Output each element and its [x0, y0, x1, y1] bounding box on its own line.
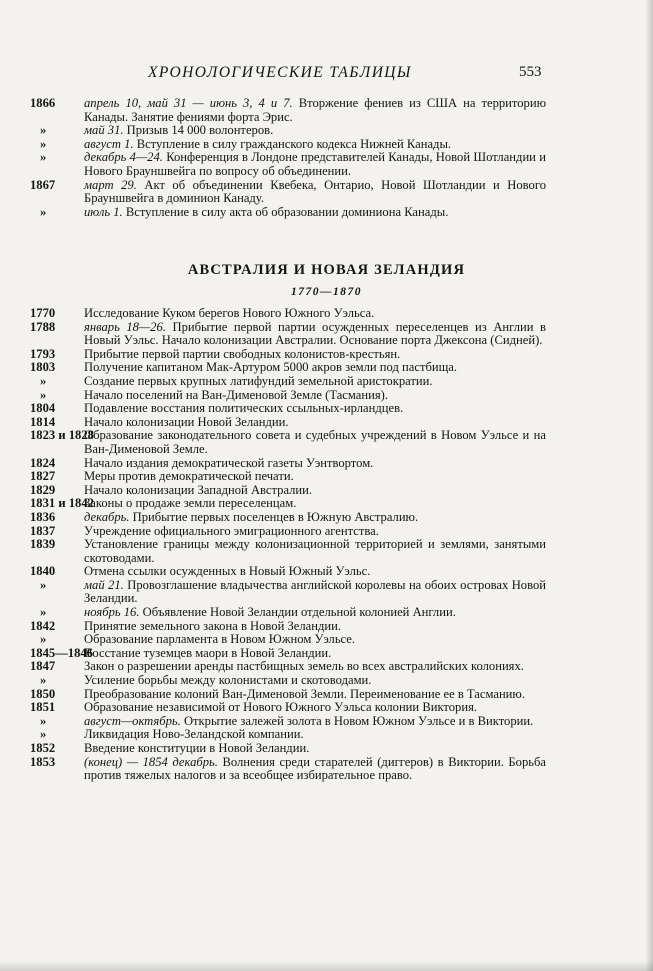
- chronology-entry: [0, 97, 653, 124]
- entry-year: »: [40, 204, 47, 219]
- entry-text: [84, 416, 546, 430]
- chronology-entry: [0, 497, 653, 511]
- chronology-entry: [0, 728, 653, 742]
- entry-text: [84, 124, 546, 138]
- entry-year: 1814: [30, 414, 56, 429]
- entry-year: »: [40, 632, 47, 647]
- australia-chronology-list: [0, 307, 653, 783]
- chronology-entry: [0, 138, 653, 152]
- chronology-entry: [0, 151, 653, 178]
- entry-description: Введение конституции в Новой Зеландии.: [84, 741, 310, 755]
- entry-description: Волнения среди старателей (диггеров) в Виктории. Борьба против тяжелых налогов и за всеобщее избирательное право.: [84, 754, 546, 783]
- entry-description: Подавление восстания политических ссыльных-ирландцев.: [84, 401, 404, 416]
- chronology-entry: [0, 688, 653, 702]
- entry-description: Призыв 14 000 волонтеров.: [123, 123, 274, 138]
- entry-year: »: [40, 727, 47, 742]
- entry-year: »: [40, 673, 47, 688]
- chronology-entry: [0, 179, 653, 206]
- entry-text: [84, 206, 546, 220]
- entry-date: январь 18—26.: [84, 319, 166, 334]
- entry-description: Образование независимой от Нового Южного Уэльса колонии Виктория.: [84, 700, 478, 715]
- canada-chronology-list: [0, 97, 653, 219]
- entry-year: 1829: [30, 482, 56, 497]
- entry-description: Конференция в Лондоне представителей Канады, Новой Шотландии и Нового Брауншвейга по вопросу об объединении.: [84, 150, 546, 178]
- chronology-entry: [0, 620, 653, 634]
- entry-year: 1793: [30, 346, 56, 361]
- entry-date: декабрь 4—24.: [84, 150, 163, 165]
- entry-date: май 21.: [84, 577, 124, 592]
- chronology-entry: [0, 457, 653, 471]
- entry-text: [84, 728, 546, 742]
- chronology-entry: [0, 525, 653, 539]
- entry-date: июль 1.: [84, 204, 123, 219]
- chronology-entry: [0, 511, 653, 525]
- entry-date: декабрь.: [84, 509, 130, 524]
- entry-year: »: [40, 605, 47, 620]
- chronology-entry: [0, 565, 653, 579]
- entry-text: [84, 179, 546, 206]
- entry-description: Усиление борьбы между колонистами и скотоводами.: [84, 673, 372, 688]
- entry-date: ноябрь 16.: [84, 605, 140, 620]
- entry-year: »: [40, 387, 47, 402]
- chronology-entry: [0, 538, 653, 565]
- entry-year: 1803: [30, 360, 56, 375]
- chronology-entry: [0, 307, 653, 321]
- entry-description: Открытие залежей золота в Новом Южном Уэльсе и в Виктории.: [180, 713, 534, 728]
- entry-year: 1839: [30, 537, 56, 552]
- entry-year: 1851: [30, 700, 56, 715]
- entry-text: [84, 525, 546, 539]
- entry-date: апрель 10, май 31 — июнь 3, 4 и 7.: [84, 96, 293, 110]
- entry-year: 1845—1846: [30, 645, 93, 660]
- entry-text: [84, 457, 546, 471]
- entry-description: Получение капитаном Мак-Артуром 5000 акров земли под пастбища.: [84, 360, 458, 375]
- entry-text: [84, 375, 546, 389]
- entry-text: [84, 348, 546, 362]
- entry-text: [84, 97, 546, 124]
- chronology-entry: [0, 647, 653, 661]
- entry-text: [84, 565, 546, 579]
- section-heading: АВСТРАЛИЯ И НОВАЯ ЗЕЛАНДИЯ: [187, 262, 466, 278]
- entry-year: »: [40, 136, 47, 151]
- entry-text: [84, 579, 546, 606]
- entry-text: [84, 742, 546, 756]
- entry-description: Восстание туземцев маори в Новой Зеландии.: [84, 645, 332, 660]
- entry-year: 1788: [30, 319, 56, 334]
- entry-description: Вступление в силу гражданского кодекса Нижней Канады.: [133, 136, 452, 151]
- entry-year: 1837: [30, 523, 56, 538]
- entry-year: 1824: [30, 455, 56, 470]
- chronology-entry: [0, 701, 653, 715]
- entry-date: август—октябрь.: [84, 713, 181, 728]
- chronology-entry: [0, 606, 653, 620]
- chronology-entry: [0, 389, 653, 403]
- entry-text: [84, 470, 546, 484]
- entry-description: Установление границы между колонизационной территорией и землями, занятыми скотоводами.: [84, 537, 546, 565]
- entry-text: [84, 321, 546, 348]
- entry-year: 1831 и 1842: [30, 496, 94, 511]
- entry-description: Закон о разрешении аренды пастбищных земель во всех австралийских колониях.: [84, 659, 524, 674]
- entry-date: август 1.: [84, 136, 134, 151]
- entry-text: [84, 497, 546, 511]
- entry-year: 1804: [30, 401, 56, 416]
- entry-text: [84, 688, 546, 702]
- chronology-entry: [0, 633, 653, 647]
- entry-text: [84, 402, 546, 416]
- entry-text: [84, 647, 546, 661]
- entry-text: [84, 606, 546, 620]
- page-bottom-shadow: [0, 961, 653, 971]
- entry-year: 1866: [30, 96, 56, 110]
- entry-year: 1852: [30, 741, 56, 755]
- page-header: [0, 64, 653, 86]
- entry-description: Принятие земельного закона в Новой Зеландии.: [84, 618, 342, 633]
- page-number: 553: [519, 64, 542, 80]
- entry-description: Ликвидация Ново-Зеландской компании.: [84, 727, 304, 742]
- entry-text: [84, 429, 546, 456]
- entry-description: Прибытие первых поселенцев в Южную Австралию.: [129, 509, 419, 524]
- entry-text: [84, 138, 546, 152]
- chronology-entry: [0, 715, 653, 729]
- entry-year: 1840: [30, 564, 56, 579]
- entry-description: Исследование Куком берегов Нового Южного Уэльса.: [84, 306, 375, 320]
- entry-year: »: [40, 577, 47, 592]
- entry-date: (конец) — 1854 декабрь.: [84, 754, 218, 769]
- entry-text: [84, 660, 546, 674]
- chronology-entry: [0, 206, 653, 220]
- entry-description: Объявление Новой Зеландии отдельной колонией Англии.: [139, 605, 456, 620]
- entry-description: Вторжение фениев из США на территорию Канады. Занятие фениями форта Эрис.: [84, 96, 546, 124]
- chronology-entry: [0, 416, 653, 430]
- entry-description: Образование парламента в Новом Южном Уэльсе.: [84, 632, 356, 647]
- entry-description: Отмена ссылки осужденных в Новый Южный Уэльс.: [84, 564, 371, 579]
- page-edge-shadow: [645, 0, 653, 971]
- entry-text: [84, 307, 546, 321]
- chronology-entry: [0, 361, 653, 375]
- entry-text: [84, 715, 546, 729]
- entry-description: Прибытие первой партии свободных колонистов-крестьян.: [84, 346, 401, 361]
- entry-year: 1842: [30, 618, 56, 633]
- entry-description: Начало колонизации Западной Австралии.: [84, 482, 313, 497]
- entry-year: 1853: [30, 754, 56, 769]
- chronology-entry: [0, 348, 653, 362]
- chronology-entry: [0, 674, 653, 688]
- entry-text: [84, 484, 546, 498]
- entry-text: [84, 756, 546, 783]
- chronology-entry: [0, 756, 653, 783]
- entry-text: [84, 701, 546, 715]
- chronology-entry: [0, 402, 653, 416]
- entry-text: [84, 389, 546, 403]
- entry-text: [84, 511, 546, 525]
- entry-date: март 29.: [84, 177, 137, 192]
- entry-year: 1847: [30, 659, 56, 674]
- chronology-entry: [0, 742, 653, 756]
- chronology-entry: [0, 470, 653, 484]
- entry-description: Вступление в силу акта об образовании доминиона Канады.: [122, 204, 449, 219]
- entry-year: »: [40, 373, 47, 388]
- entry-description: Учреждение официального эмиграционного агентства.: [84, 523, 379, 538]
- entry-date: май 31.: [84, 123, 124, 138]
- chronology-entry: [0, 429, 653, 456]
- entry-year: 1827: [30, 469, 56, 484]
- entry-description: Начало издания демократической газеты Уэнтвортом.: [84, 455, 374, 470]
- chronology-entry: [0, 579, 653, 606]
- entry-description: Создание первых крупных латифундий земельной аристократии.: [84, 373, 433, 388]
- entry-year: 1770: [30, 306, 56, 320]
- entry-description: Начало колонизации Новой Зеландии.: [84, 414, 289, 429]
- entry-description: Образование законодательного совета и судебных учреждений в Новом Уэльсе и на Ван-Дименовой Земле.: [84, 428, 546, 456]
- entry-year: »: [40, 123, 47, 138]
- entry-text: [84, 674, 546, 688]
- chronology-entry: [0, 375, 653, 389]
- entry-year: »: [40, 713, 47, 728]
- entry-text: [84, 361, 546, 375]
- entry-description: Меры против демократической печати.: [84, 469, 294, 484]
- entry-year: 1850: [30, 686, 56, 701]
- chronology-entry: [0, 484, 653, 498]
- running-title: ХРОНОЛОГИЧЕСКИЕ ТАБЛИЦЫ: [148, 64, 412, 81]
- entry-description: Преобразование колоний Ван-Дименовой Земли. Переименование ее в Тасманию.: [84, 686, 525, 701]
- chronology-entry: [0, 124, 653, 138]
- entry-text: [84, 633, 546, 647]
- section-subheading: 1770—1870: [291, 286, 362, 298]
- entry-text: [84, 151, 546, 178]
- entry-year: »: [40, 150, 47, 165]
- entry-year: 1823 и 1828: [30, 428, 94, 443]
- chronology-entry: [0, 321, 653, 348]
- entry-description: Акт об объединении Квебека, Онтарио, Новой Шотландии и Нового Брауншвейга в доминион Канаду.: [84, 177, 546, 206]
- entry-text: [84, 620, 546, 634]
- entry-description: Законы о продаже земли переселенцам.: [84, 496, 297, 511]
- entry-description: Провозглашение владычества английской королевы на обоих островах Новой Зеландии.: [84, 577, 546, 606]
- entry-description: Прибытие первой партии осужденных переселенцев из Англии в Новый Уэльс. Начало колонизации Австралии. Основание порта Джексона (Сидней).: [84, 319, 546, 348]
- chronology-entry: [0, 660, 653, 674]
- entry-text: [84, 538, 546, 565]
- entry-description: Начало поселений на Ван-Дименовой Земле (Тасмания).: [84, 387, 388, 402]
- entry-year: 1836: [30, 509, 56, 524]
- entry-year: 1867: [30, 177, 56, 192]
